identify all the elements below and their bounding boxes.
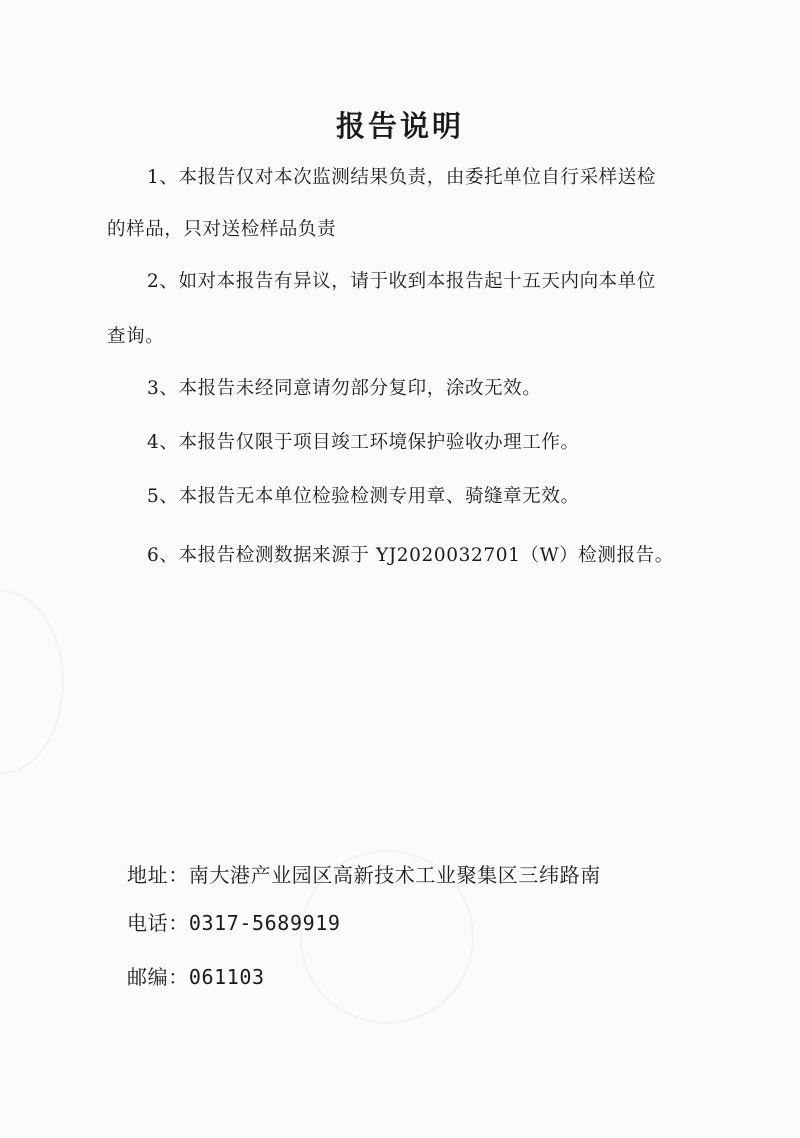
- item-2-line-2: 查询。: [107, 326, 165, 347]
- item-4: 4、本报告仅限于项目竣工环境保护验收办理工作。: [147, 432, 580, 453]
- contact-postcode-row: [127, 961, 265, 990]
- contact-phone-row: [127, 907, 341, 936]
- page-title: 报告说明: [335, 109, 464, 143]
- postcode-label: 邮编：: [127, 965, 189, 989]
- item-1-line-1: 1、本报告仅对本次监测结果负责，由委托单位自行采样送检: [147, 167, 656, 188]
- phone-label: 电话：: [127, 911, 189, 935]
- item-5: 5、本报告无本单位检验检测专用章、骑缝章无效。: [147, 486, 580, 507]
- item-1-line-2: 的样品，只对送检样品负责: [107, 219, 337, 240]
- item-6: 6、本报告检测数据来源于 YJ2020032701（W）检测报告。: [147, 545, 674, 566]
- postcode-number: 061103: [188, 965, 265, 989]
- phone-number: 0317-5689919: [188, 911, 341, 935]
- item-2-line-1: 2、如对本报告有异议，请于收到本报告起十五天内向本单位: [147, 271, 656, 292]
- item-3: 3、本报告未经同意请勿部分复印，涂改无效。: [147, 378, 542, 399]
- contact-address: 地址：南大港产业园区高新技术工业聚集区三纬路南: [127, 863, 601, 887]
- bleed-through-seal-edge: [0, 590, 64, 774]
